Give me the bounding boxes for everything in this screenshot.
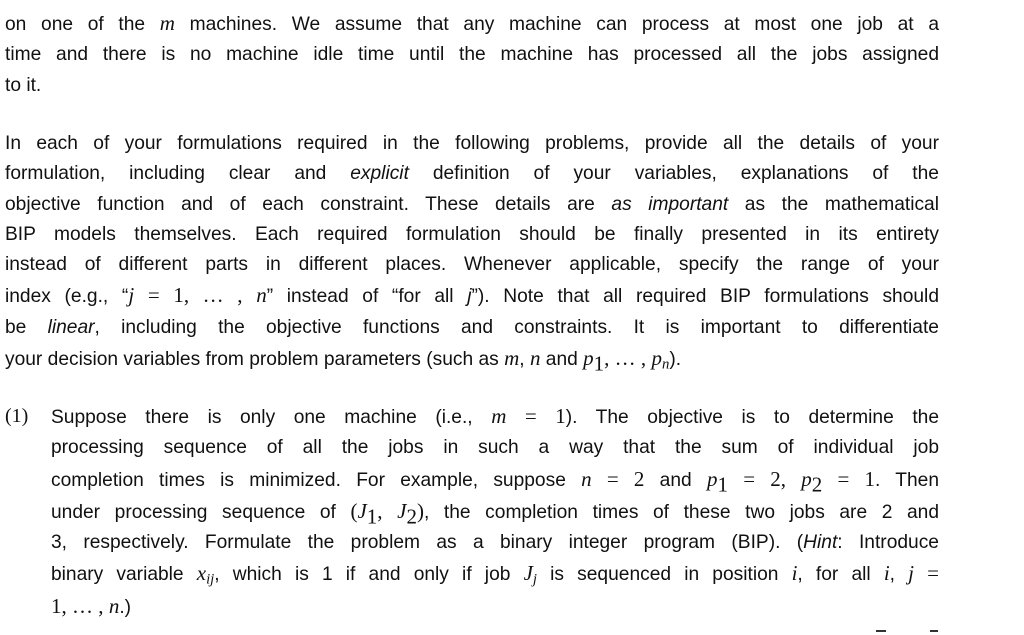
text-line: to it. [5, 74, 42, 96]
text-line: 3, respectively. Formulate the problem as a binary integer program (BIP). (Hint: Introduce [51, 532, 939, 554]
cropped-text-fragment [930, 630, 938, 632]
problem-number: (1) [5, 405, 29, 427]
problem-1-text [51, 401, 939, 623]
text-line: processing sequence of all the jobs in such a way that the sum of individual job [51, 437, 939, 459]
text-line: objective function and of each constraint. These details are as important as the mathematical [5, 193, 939, 215]
text-line: be linear, including the objective functions and constraints. It is important to differentiate [5, 316, 939, 338]
text-line: under processing sequence of ($J_1$, $J_2$), the completion times of these two jobs are 2 and [51, 498, 939, 529]
text-line: time and there is no machine idle time until the machine has processed all the jobs assigned [5, 44, 939, 66]
text-line: BIP models themselves. Each required formulation should be finally presented in its entirety [5, 223, 939, 245]
text-line: on one of the m machines. We assume that any machine can process at most one job at a [5, 11, 939, 35]
paragraph-machines-assumption [5, 8, 939, 101]
text-line: completion times is minimized. For example, suppose n = 2 and $p_1 = 2$, $p_2 = 1$. Then [51, 466, 939, 496]
paragraph-formulation-instructions [5, 129, 939, 375]
text-line: index (e.g., “j = 1, … , n” instead of “for all j”). Note that all required BIP formulations should [5, 283, 939, 308]
cropped-text-fragment [876, 630, 886, 632]
text-line: In each of your formulations required in the following problems, provide all the details of your [5, 133, 939, 154]
text-line: formulation, including clear and explicit definition of your variables, explanations of the [5, 163, 939, 185]
text-line: Suppose there is only one machine (i.e., m = 1). The objective is to determine the [51, 404, 939, 428]
text-line: instead of different parts in different places. Whenever applicable, specify the range of your [5, 254, 939, 276]
text-line: binary variable $x_{ij}$, which is 1 if and only if job $J_j$ is sequenced in position i, for all i, j = [51, 561, 939, 589]
text-line: your decision variables from problem parameters (such as m, n and $p_1$, … , $p_n$). [5, 346, 682, 376]
text-line: 1, … , n.) [51, 593, 132, 618]
